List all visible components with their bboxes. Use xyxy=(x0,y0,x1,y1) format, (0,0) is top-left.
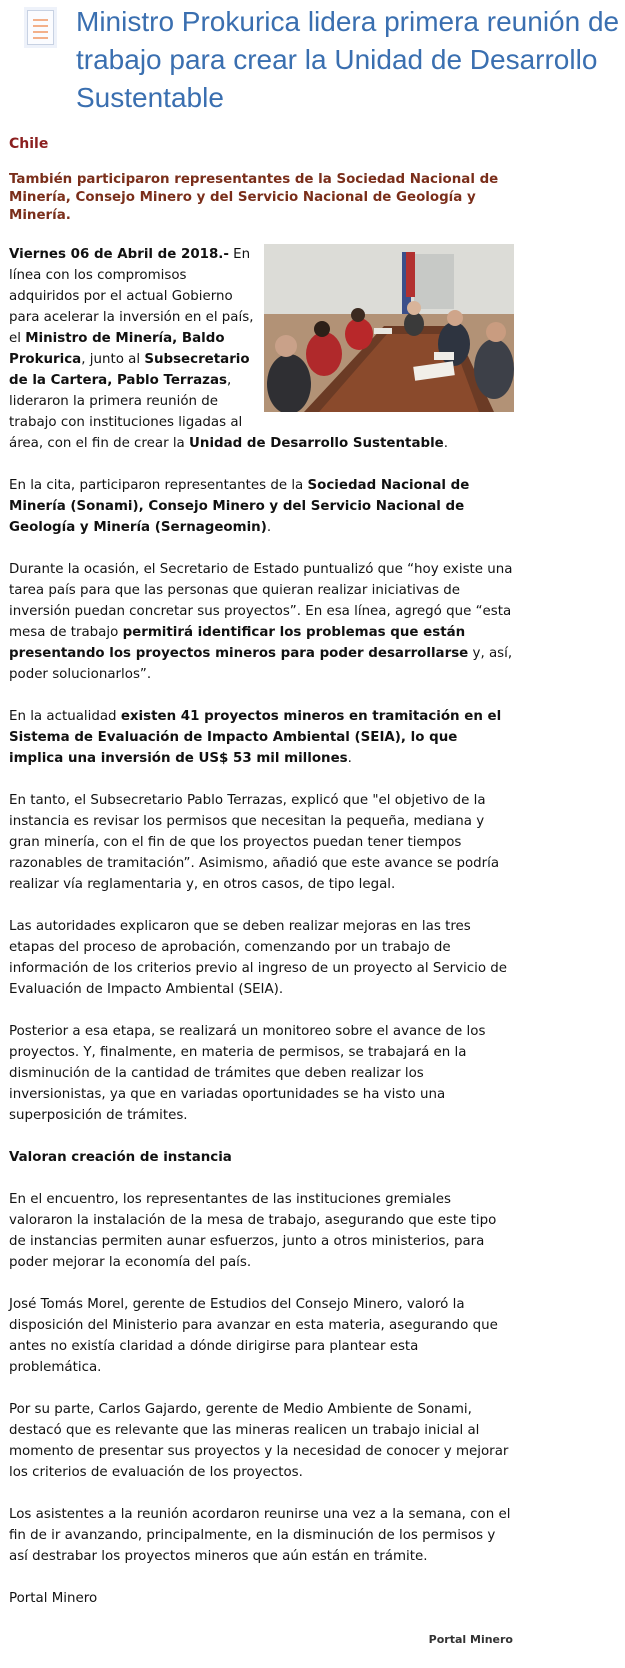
paragraph-gajardo: Por su parte, Carlos Gajardo, gerente de Medio Ambiente de Sonami, destacó que es relevante que las mineras realicen un trabajo inicial al momento de presentar sus proyectos y la necesidad de conocer y mejorar los criterios de evaluación de los proyectos. xyxy=(9,1402,509,1480)
document-icon xyxy=(27,10,54,45)
paragraph-projects: En la actualidad existen 41 proyectos mineros en tramitación en el Sistema de Evaluación de Impacto Ambiental (SEIA), lo que implica una inversión de US$ 53 mil millones. xyxy=(9,709,502,766)
paragraph-monitoring: Posterior a esa etapa, se realizará un monitoreo sobre el avance de los proyectos. Y, finalmente, en materia de permisos, se trabajará en la disminución de la cantidad de trámites que deben realizar los inversionistas, ya que en variadas oportunidades se ha visto una superposición de trámites. xyxy=(9,1024,486,1123)
paragraph-meeting: En el encuentro, los representantes de las instituciones gremiales valoraron la instalación de la mesa de trabajo, asegurando que este tipo de instancias permiten aunar esfuerzos, junto a otros ministerios, para poder mejorar la economía del país. xyxy=(9,1192,497,1270)
paragraph-secretary: Durante la ocasión, el Secretario de Estado puntualizó que “hoy existe una tarea país para que las personas que quieran realizar iniciativas de inversión puedan concretar sus proyectos”. En esa línea, agregó que “esta mesa de trabajo permitirá identificar los problemas que están presentando los proyectos mineros para poder desarrollarse y, así, poder solucionarlos”. xyxy=(9,562,513,682)
article-header xyxy=(0,0,625,125)
paragraph-agreement: Los asistentes a la reunión acordaron reunirse una vez a la semana, con el fin de ir avanzando, principalmente, en la disminución de los permisos y así destrabar los proyectos mineros que aún están en trámite. xyxy=(9,1507,511,1564)
paragraph-subsecretary: En tanto, el Subsecretario Pablo Terrazas, explicó que "el objetivo de la instancia es revisar los permisos que necesitan la pequeña, mediana y gran minería, con el fin de que los proyectos puedan tener tiempos razonables de tramitación”. Asimismo, añadió que este avance se podría realizar vía reglamentaria y, en otros casos, de tipo legal. xyxy=(9,793,500,892)
article-signature: Portal Minero xyxy=(9,1591,98,1606)
paragraph-morel: José Tomás Morel, gerente de Estudios del Consejo Minero, valoró la disposición del Ministerio para avanzar en esta materia, asegurando que antes no existía claridad a dónde dirigirse para plantear esta problemática. xyxy=(9,1297,498,1375)
paragraph-participants: En la cita, participaron representantes de la Sociedad Nacional de Minería (Sonami), Consejo Minero y del Servicio Nacional de Geología y Minería (Sernageomin). xyxy=(9,478,470,535)
paragraph-intro: Viernes 06 de Abril de 2018.- En línea con los compromisos adquiridos por el actual Gobierno para acelerar la inversión en el país, el Ministro de Minería, Baldo Prokurica, junto al Subsecretario de la Cartera, Pablo Terrazas, lideraron la primera reunión de trabajo con instituciones ligadas al área, con el fin de crear la Unidad de Desarrollo Sustentable. xyxy=(9,247,449,451)
article-title: Ministro Prokurica lidera primera reunión de trabajo para crear la Unidad de Desarrollo Sustentable xyxy=(76,6,620,113)
country-label: Chile xyxy=(9,136,49,152)
meeting-photo-illustration xyxy=(264,244,514,412)
section-subhead: Valoran creación de instancia xyxy=(9,1150,232,1165)
article-lead: También participaron representantes de la Sociedad Nacional de Minería, Consejo Minero y del Servicio Nacional de Geología y Minería. xyxy=(9,172,499,223)
meeting-photo xyxy=(264,244,514,412)
article-date: Viernes 06 de Abril de 2018.- xyxy=(9,247,229,262)
paragraph-improvements: Las autoridades explicaron que se deben realizar mejoras en las tres etapas del proceso de aprobación, comenzando por un trabajo de información de los criterios previo al ingreso de un proyecto al Servicio de Evaluación de Impacto Ambiental (SEIA). xyxy=(9,919,508,997)
article-body xyxy=(9,135,514,1609)
source-label: Portal Minero xyxy=(428,1633,513,1646)
